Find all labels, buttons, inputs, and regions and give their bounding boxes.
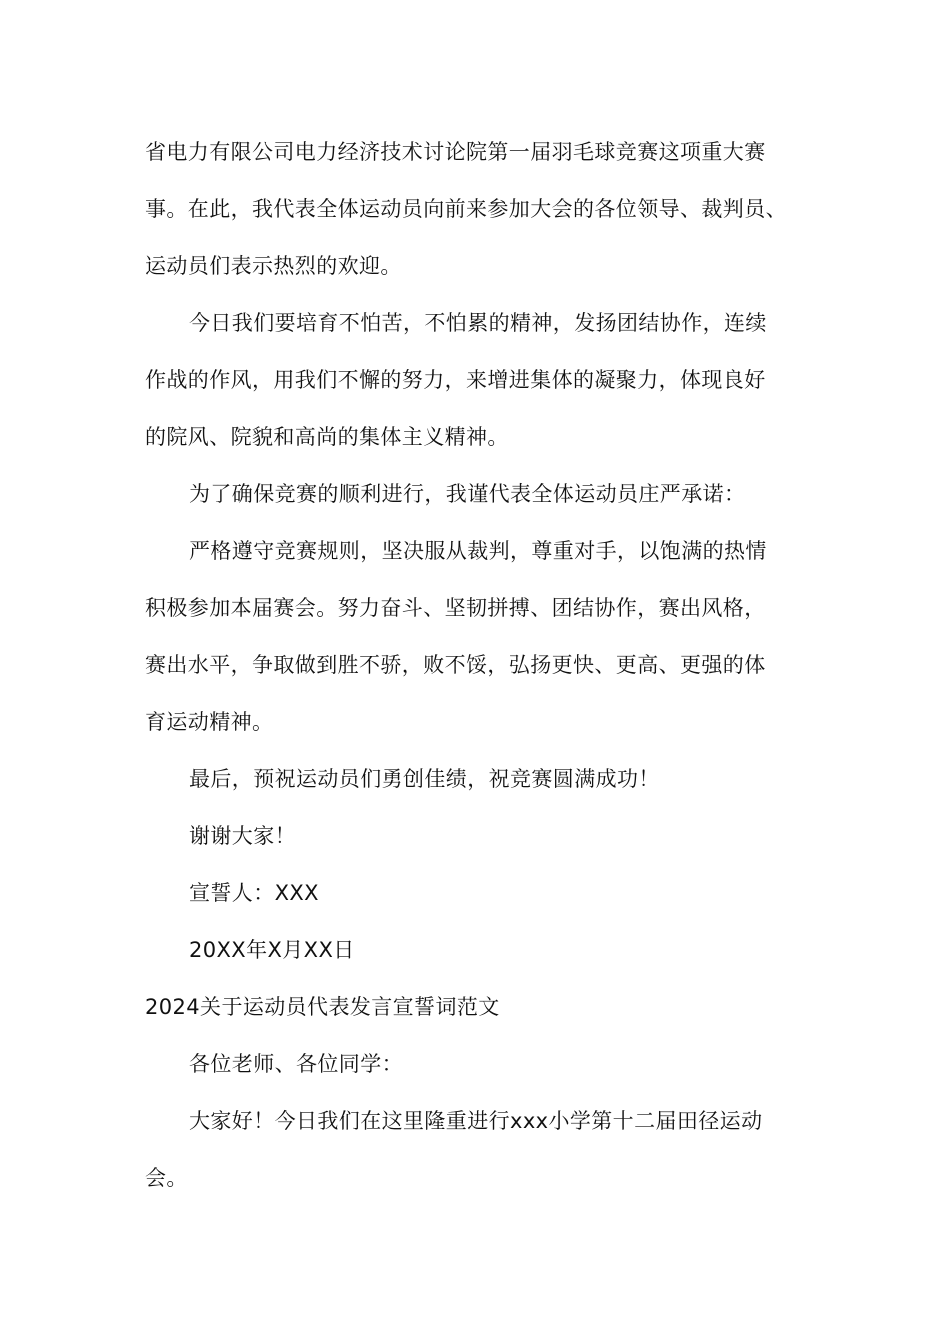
signatory-line: 宣誓人：XXX [189,881,319,905]
section-title: 2024关于运动员代表发言宣誓词范文 [145,995,500,1019]
body-text-line: 会。 [145,1166,188,1190]
body-text-line: 严格遵守竞赛规则，坚决服从裁判，尊重对手，以饱满的热情 [189,539,767,563]
body-text-line: 育运动精神。 [145,710,274,734]
body-text-line: 谢谢大家！ [189,824,296,848]
salutation-line: 各位老师、各位同学： [189,1052,403,1076]
body-text-line: 作战的作风，用我们不懈的努力，来增进集体的凝聚力，体现良好 [145,368,766,392]
body-text-line: 省电力有限公司电力经济技术讨论院第一届羽毛球竞赛这项重大赛 [145,140,766,164]
body-text-line: 最后，预祝运动员们勇创佳绩，祝竞赛圆满成功！ [189,767,660,791]
date-line: 20XX年X月XX日 [189,938,355,962]
body-text-line: 今日我们要培育不怕苦，不怕累的精神，发扬团结协作，连续 [189,311,767,335]
body-text-line: 运动员们表示热烈的欢迎。 [145,254,402,278]
body-text-line: 大家好！今日我们在这里隆重进行xxx小学第十二届田径运动 [189,1109,763,1133]
body-text-line: 事。在此，我代表全体运动员向前来参加大会的各位领导、裁判员、 [145,197,787,221]
body-text-line: 的院风、院貌和高尚的集体主义精神。 [145,425,509,449]
body-text-line: 积极参加本届赛会。努力奋斗、坚韧拼搏、团结协作，赛出风格， [145,596,766,620]
body-text-line: 为了确保竞赛的顺利进行，我谨代表全体运动员庄严承诺： [189,482,746,506]
body-text-line: 赛出水平，争取做到胜不骄，败不馁，弘扬更快、更高、更强的体 [145,653,766,677]
